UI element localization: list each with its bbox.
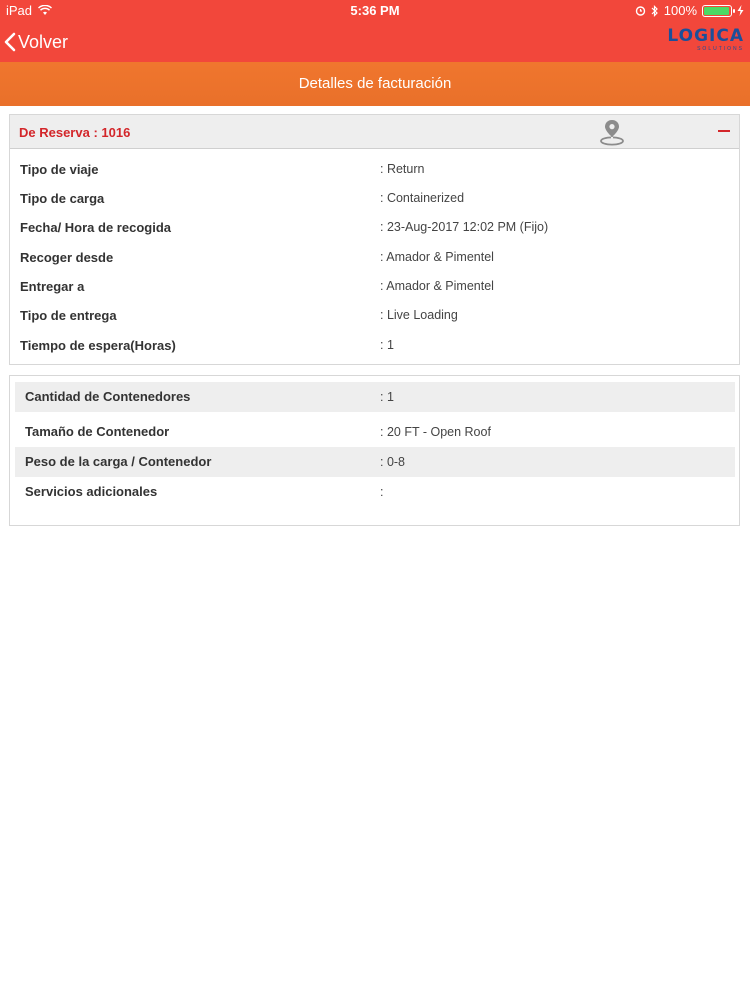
bluetooth-icon <box>651 5 659 17</box>
map-pin-icon[interactable] <box>597 117 627 147</box>
battery-fill <box>704 7 729 15</box>
booking-row-pickup-from <box>10 243 739 272</box>
row-value: : 20 FT - Open Roof <box>380 425 491 439</box>
row-label: Fecha/ Hora de recogida <box>20 220 171 235</box>
row-value: : <box>380 485 384 499</box>
container-row-extra-services <box>15 477 735 507</box>
container-row-size <box>15 417 735 447</box>
status-right <box>635 3 744 18</box>
row-label: Cantidad de Contenedores <box>25 389 191 404</box>
page-title: Detalles de facturación <box>0 62 750 106</box>
device-name: iPad <box>6 3 33 18</box>
status-time: 5:36 PM <box>350 3 400 18</box>
row-value: : 1 <box>380 390 394 404</box>
logo-subtext: SOLUTIONS <box>697 46 744 52</box>
row-value: : Live Loading <box>380 308 458 322</box>
booking-row-deliver-to <box>10 272 739 301</box>
booking-card <box>9 114 740 365</box>
row-value: : Amador & Pimentel <box>380 279 494 293</box>
status-bar <box>0 0 750 22</box>
alarm-icon <box>635 5 646 16</box>
booking-row-cargo-type <box>10 184 739 213</box>
logo-text: LOGICA <box>667 26 744 46</box>
row-label: Tipo de viaje <box>20 162 99 177</box>
booking-row-wait-time <box>10 331 739 360</box>
row-label: Recoger desde <box>20 250 114 265</box>
booking-row-trip-type <box>10 155 739 184</box>
booking-row-delivery-type <box>10 301 739 330</box>
booking-row-pickup-datetime <box>10 213 739 242</box>
row-label: Entregar a <box>20 279 85 294</box>
booking-card-header[interactable] <box>10 115 739 149</box>
row-label: Tipo de carga <box>20 191 105 206</box>
row-value: : Amador & Pimentel <box>380 250 494 264</box>
container-row-weight <box>15 447 735 477</box>
row-label: Tiempo de espera(Horas) <box>20 338 176 353</box>
back-label: Volver <box>18 31 69 52</box>
row-value: : 23-Aug-2017 12:02 PM (Fijo) <box>380 220 549 234</box>
battery-percent: 100% <box>663 3 697 18</box>
containers-card <box>9 375 740 526</box>
back-button[interactable] <box>4 28 68 56</box>
company-logo <box>662 26 744 58</box>
nav-bar <box>0 22 750 62</box>
chevron-left-icon <box>4 32 16 52</box>
row-value: : 1 <box>380 338 394 352</box>
row-value: : 0-8 <box>380 455 406 469</box>
container-row-quantity <box>15 382 735 412</box>
row-label: Tamaño de Contenedor <box>25 424 170 439</box>
booking-number: De Reserva : 1016 <box>19 125 131 140</box>
row-value: : Return <box>380 162 425 176</box>
collapse-button[interactable] <box>716 121 732 139</box>
battery-icon <box>702 5 732 17</box>
charging-icon <box>737 5 744 16</box>
row-label: Peso de la carga / Contenedor <box>25 454 212 469</box>
row-label: Tipo de entrega <box>20 308 117 323</box>
row-value: : Containerized <box>380 191 465 205</box>
row-label: Servicios adicionales <box>25 484 158 499</box>
